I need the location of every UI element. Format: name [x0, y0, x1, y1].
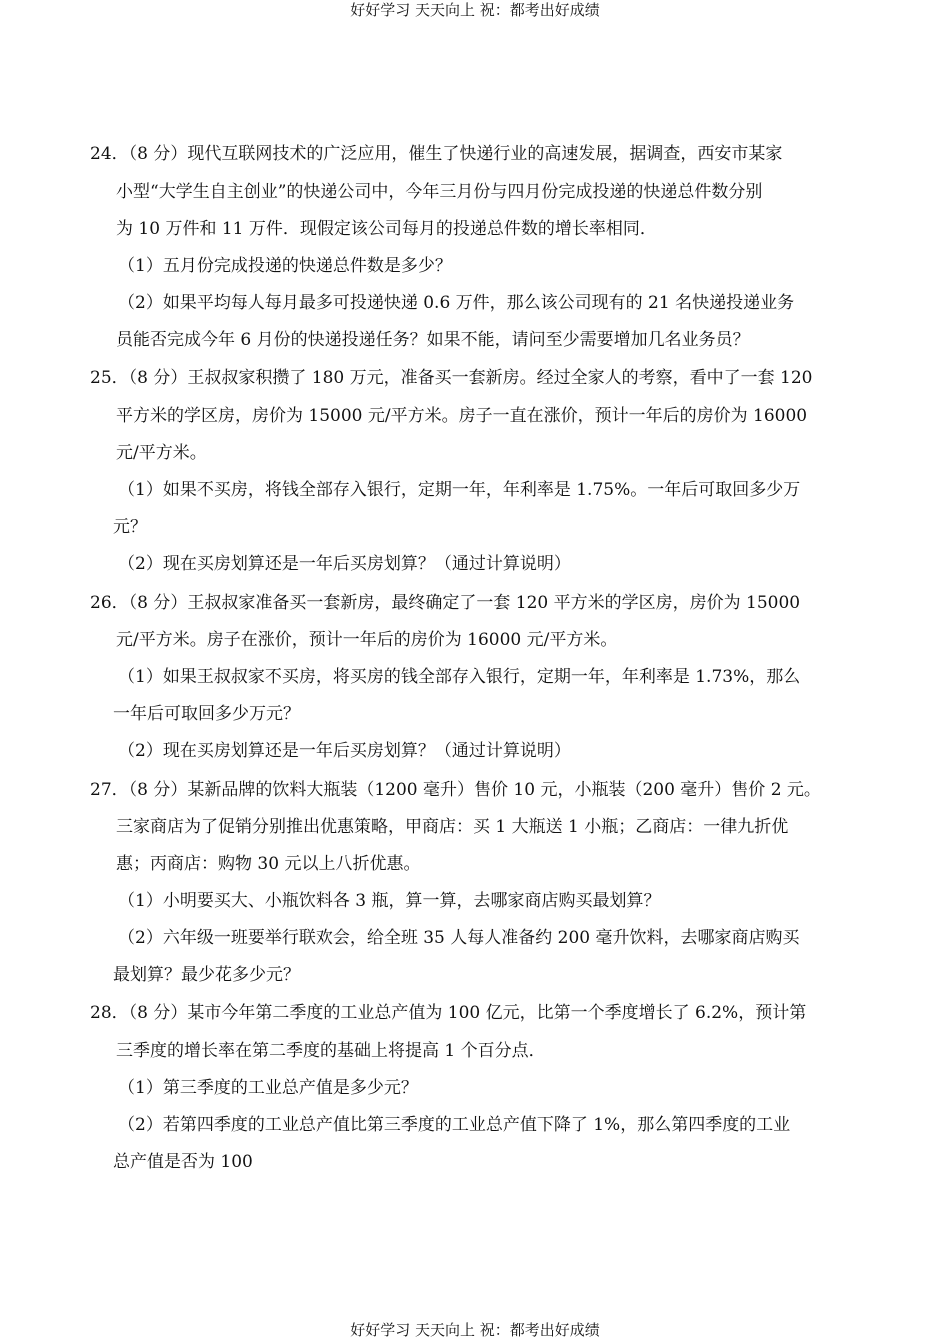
question-26-line-1: 26．（8 分）王叔叔家准备买一套新房，最终确定了一套 120 平方米的学区房，房价为 15000 [90, 593, 801, 613]
question-24-line-3: 为 10 万件和 11 万件．现假定该公司每月的投递总件数的增长率相同． [116, 219, 657, 239]
question-27-line-1: 27．（8 分）某新品牌的饮料大瓶装（1200 毫升）售价 10 元，小瓶装（200 毫升）售价 2 元。 [90, 780, 821, 800]
question-24-line-1: 24．（8 分）现代互联网技术的广泛应用，催生了快递行业的高速发展，据调查，西安市某家 [90, 144, 783, 164]
question-28-part-2: （2）若第四季度的工业总产值比第三季度的工业总产值下降了 1%，那么第四季度的工业 [118, 1115, 791, 1135]
question-28-line-2: 三季度的增长率在第二季度的基础上将提高 1 个百分点． [116, 1041, 546, 1061]
question-26-part-2: （2）现在买房划算还是一年后买房划算？（通过计算说明） [118, 741, 571, 761]
question-24-part-1: （1）五月份完成投递的快递总件数是多少？ [118, 256, 452, 276]
question-24-part-2: （2）如果平均每人每月最多可投递快递 0.6 万件，那么该公司现有的 21 名快递投递业务 [118, 293, 795, 313]
question-25-part-1: （1）如果不买房，将钱全部存入银行，定期一年，年利率是 1.75%。一年后可取回多少万 [118, 480, 801, 500]
question-24-part-2-cont: 员能否完成今年 6 月份的快递投递任务？如果不能，请问至少需要增加几名业务员？ [116, 330, 750, 350]
page-header: 好好学习 天天向上 祝：都考出好成绩 [350, 1, 600, 19]
question-26-part-1: （1）如果王叔叔家不买房，将买房的钱全部存入银行，定期一年，年利率是 1.73%，那么 [118, 667, 801, 687]
question-28-line-1: 28．（8 分）某市今年第二季度的工业总产值为 100 亿元，比第一个季度增长了 6.2%，预计第 [90, 1003, 807, 1023]
question-28-part-1: （1）第三季度的工业总产值是多少元？ [118, 1078, 418, 1098]
question-27-part-2: （2）六年级一班要举行联欢会，给全班 35 人每人准备约 200 毫升饮料，去哪家商店购买 [118, 928, 800, 948]
question-24-line-2: 小型“大学生自主创业”的快递公司中，今年三月份与四月份完成投递的快递总件数分别 [116, 182, 763, 202]
question-28-part-2-cont: 总产值是否为 100 [113, 1152, 253, 1172]
page-footer: 好好学习 天天向上 祝：都考出好成绩 [350, 1321, 600, 1339]
question-27-part-1: （1）小明要买大、小瓶饮料各 3 瓶，算一算，去哪家商店购买最划算？ [118, 891, 661, 911]
question-27-line-3: 惠；丙商店：购物 30 元以上八折优惠。 [116, 854, 421, 874]
question-25-part-2: （2）现在买房划算还是一年后买房划算？（通过计算说明） [118, 554, 571, 574]
question-26-part-1-cont: 一年后可取回多少万元？ [113, 704, 300, 724]
question-25-line-3: 元/平方米。 [116, 443, 207, 463]
question-26-line-2: 元/平方米。房子在涨价，预计一年后的房价为 16000 元/平方米。 [116, 630, 618, 650]
question-27-line-2: 三家商店为了促销分别推出优惠策略，甲商店：买 1 大瓶送 1 小瓶；乙商店：一律九折优 [116, 817, 789, 837]
question-27-part-2-cont: 最划算？最少花多少元？ [113, 965, 300, 985]
question-25-line-1: 25．（8 分）王叔叔家积攒了 180 万元，准备买一套新房。经过全家人的考察，看中了一套 120 [90, 368, 813, 388]
question-25-line-2: 平方米的学区房，房价为 15000 元/平方米。房子一直在涨价，预计一年后的房价为 16000 [116, 406, 808, 426]
question-25-part-1-cont: 元？ [113, 517, 147, 537]
